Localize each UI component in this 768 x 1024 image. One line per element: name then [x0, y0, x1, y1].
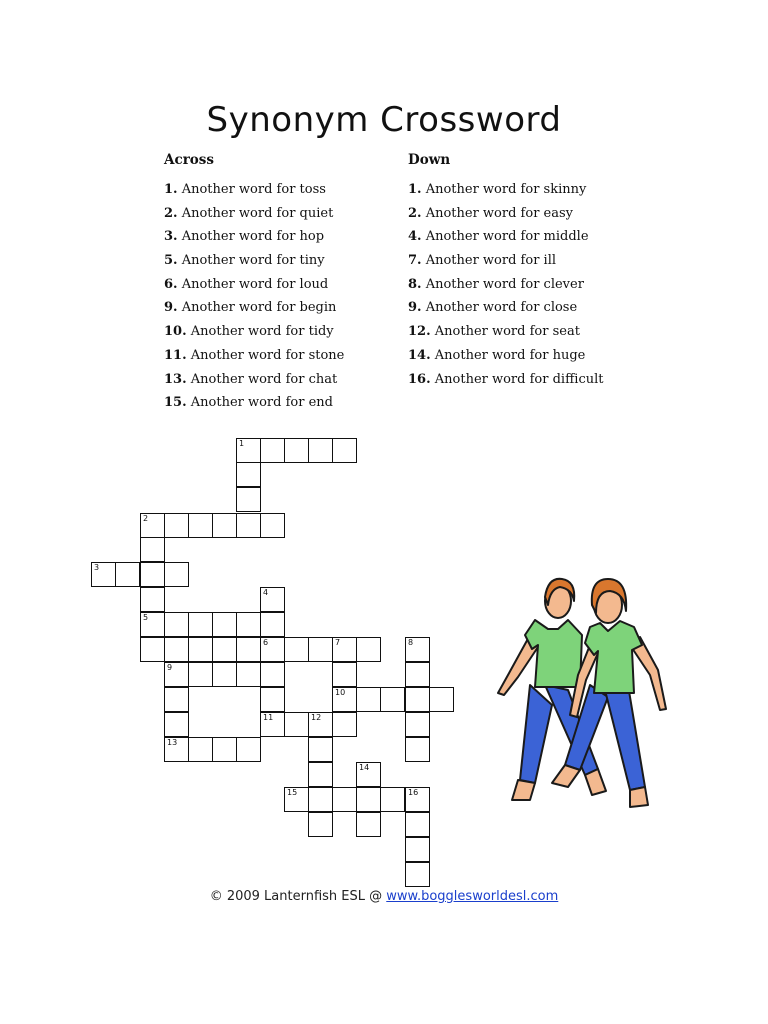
grid-cell[interactable] [236, 612, 261, 637]
grid-cell[interactable] [188, 662, 213, 687]
grid-cell[interactable] [405, 662, 430, 687]
grid-cell[interactable] [284, 712, 309, 737]
across-clue: 2. Another word for quiet [164, 205, 334, 221]
two-girls-illustration [490, 565, 670, 815]
grid-cell[interactable] [164, 712, 189, 737]
grid-cell[interactable] [164, 662, 189, 687]
grid-cell[interactable] [429, 687, 454, 712]
grid-cell[interactable] [405, 837, 430, 862]
across-clue: 5. Another word for tiny [164, 253, 325, 269]
cell-number: 8 [408, 638, 414, 647]
down-clue: 16. Another word for difficult [408, 371, 604, 387]
across-heading: Across [164, 152, 215, 168]
grid-cell[interactable] [405, 862, 430, 887]
down-clue: 7. Another word for ill [408, 253, 557, 269]
grid-cell[interactable] [308, 438, 333, 463]
cell-number: 12 [311, 713, 322, 722]
cell-number: 2 [143, 514, 149, 523]
grid-cell[interactable] [405, 637, 430, 662]
cell-number: 9 [167, 663, 173, 672]
copyright-text: © 2009 Lanternfish ESL @ [209, 889, 387, 904]
grid-cell[interactable] [140, 513, 165, 538]
down-clue: 2. Another word for easy [408, 205, 574, 221]
grid-cell[interactable] [308, 712, 333, 737]
grid-cell[interactable] [405, 737, 430, 762]
grid-cell[interactable] [284, 438, 309, 463]
cell-number: 7 [335, 638, 341, 647]
cell-number: 5 [143, 613, 149, 622]
cell-number: 10 [335, 688, 346, 697]
grid-cell[interactable] [236, 637, 261, 662]
across-clue: 10. Another word for tidy [164, 324, 334, 340]
grid-cell[interactable] [405, 812, 430, 837]
cell-number: 13 [167, 738, 178, 747]
website-link[interactable]: www.bogglesworldesl.com [386, 889, 559, 904]
across-clue: 3. Another word for hop [164, 229, 325, 245]
grid-cell[interactable] [308, 787, 333, 812]
cell-number: 4 [263, 588, 269, 597]
grid-cell[interactable] [140, 562, 165, 587]
grid-cell[interactable] [284, 787, 309, 812]
grid-cell[interactable] [332, 787, 357, 812]
cell-number: 6 [263, 638, 269, 647]
grid-cell[interactable] [188, 737, 213, 762]
down-clue: 1. Another word for skinny [408, 182, 587, 197]
grid-cell[interactable] [405, 787, 430, 812]
grid-cell[interactable] [260, 637, 285, 662]
across-clues [164, 152, 344, 415]
down-clues [408, 152, 604, 391]
cell-number: 1 [239, 439, 245, 448]
footer [0, 889, 768, 904]
across-clue: 11. Another word for stone [164, 347, 345, 363]
grid-cell[interactable] [405, 687, 430, 712]
grid-cell[interactable] [260, 687, 285, 712]
grid-cell[interactable] [140, 587, 165, 612]
grid-cell[interactable] [308, 762, 333, 787]
grid-cell[interactable] [332, 637, 357, 662]
grid-cell[interactable] [332, 687, 357, 712]
grid-cell[interactable] [308, 812, 333, 837]
grid-cell[interactable] [212, 662, 237, 687]
down-clue: 14. Another word for huge [408, 347, 586, 363]
down-clue: 8. Another word for clever [408, 276, 584, 292]
grid-cell[interactable] [332, 438, 357, 463]
grid-cell[interactable] [332, 662, 357, 687]
down-clue: 4. Another word for middle [408, 229, 589, 245]
cell-number: 11 [263, 713, 274, 722]
grid-cell[interactable] [140, 537, 165, 562]
grid-cell[interactable] [356, 762, 381, 787]
grid-cell[interactable] [332, 712, 357, 737]
grid-cell[interactable] [236, 737, 261, 762]
down-heading: Down [408, 152, 451, 168]
grid-cell[interactable] [356, 812, 381, 837]
grid-cell[interactable] [212, 637, 237, 662]
grid-cell[interactable] [164, 562, 189, 587]
grid-cell[interactable] [260, 612, 285, 637]
grid-cell[interactable] [356, 687, 381, 712]
grid-cell[interactable] [188, 513, 213, 538]
grid-cell[interactable] [356, 637, 381, 662]
grid-cell[interactable] [236, 438, 261, 463]
grid-cell[interactable] [405, 712, 430, 737]
grid-cell[interactable] [212, 737, 237, 762]
page-title: Synonym Crossword [206, 100, 562, 140]
grid-cell[interactable] [260, 662, 285, 687]
across-clue: 9. Another word for begin [164, 300, 337, 316]
down-clue: 9. Another word for close [408, 300, 578, 316]
grid-cell[interactable] [236, 662, 261, 687]
grid-cell[interactable] [260, 712, 285, 737]
across-clue: 1. Another word for toss [164, 182, 326, 197]
grid-cell[interactable] [212, 513, 237, 538]
grid-cell[interactable] [188, 612, 213, 637]
grid-cell[interactable] [308, 737, 333, 762]
grid-cell[interactable] [260, 513, 285, 538]
cell-number: 16 [408, 788, 419, 797]
across-clue: 15. Another word for end [164, 395, 333, 411]
grid-cell[interactable] [164, 687, 189, 712]
grid-cell[interactable] [188, 637, 213, 662]
cell-number: 15 [287, 788, 298, 797]
grid-cell[interactable] [164, 612, 189, 637]
grid-cell[interactable] [236, 462, 261, 487]
grid-cell[interactable] [260, 587, 285, 612]
grid-cell[interactable] [164, 513, 189, 538]
grid-cell[interactable] [284, 637, 309, 662]
grid-cell[interactable] [308, 637, 333, 662]
cell-number: 3 [94, 563, 100, 572]
grid-cell[interactable] [115, 562, 140, 587]
grid-cell[interactable] [236, 513, 261, 538]
grid-cell[interactable] [380, 787, 405, 812]
across-clue: 13. Another word for chat [164, 371, 338, 387]
down-clue: 12. Another word for seat [408, 324, 580, 340]
grid-cell[interactable] [164, 737, 189, 762]
grid-cell[interactable] [164, 637, 189, 662]
grid-cell[interactable] [380, 687, 405, 712]
grid-cell[interactable] [212, 612, 237, 637]
cell-number: 14 [359, 763, 370, 772]
across-clue: 6. Another word for loud [164, 276, 329, 292]
grid-cell[interactable] [260, 438, 285, 463]
grid-cell[interactable] [91, 562, 116, 587]
grid-cell[interactable] [356, 787, 381, 812]
grid-cell[interactable] [236, 487, 261, 512]
grid-cell[interactable] [140, 637, 165, 662]
grid-cell[interactable] [140, 612, 165, 637]
